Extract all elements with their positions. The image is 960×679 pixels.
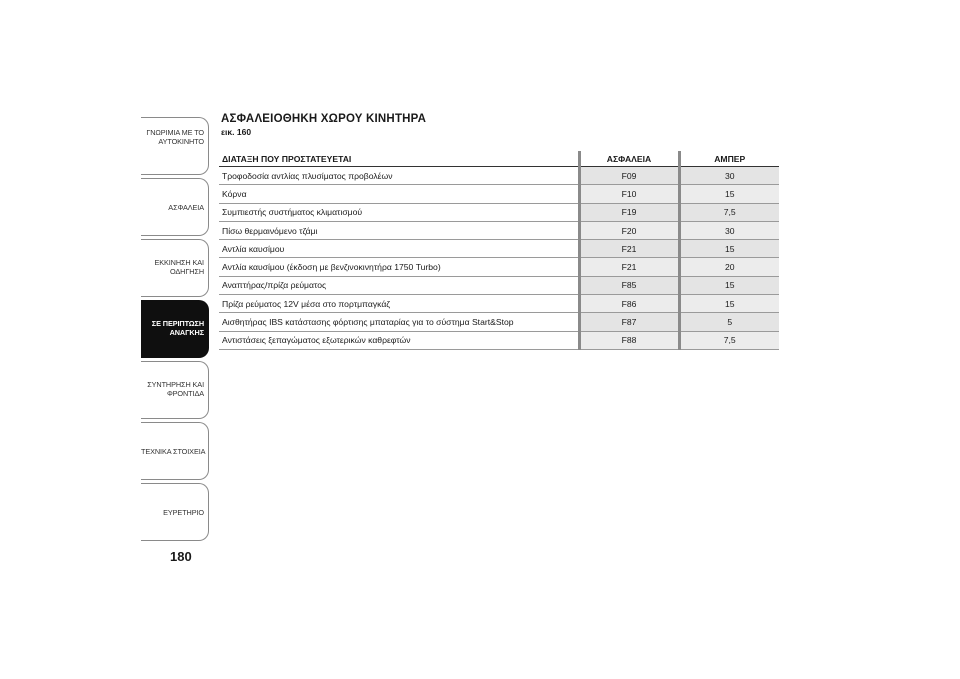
fuse-cell: F10 [579,185,679,203]
tab-label: ΦΡΟΝΤΙΔΑ [166,389,204,398]
header-amperes: ΑΜΠΕΡ [679,151,779,167]
amp-cell: 20 [679,258,779,276]
fuse-cell: F21 [579,240,679,258]
fuse-cell: F20 [579,221,679,239]
chapter-tabs [141,117,211,544]
table-row [219,331,779,349]
table-row [219,203,779,221]
amp-cell: 15 [679,240,779,258]
fuse-cell: F87 [579,313,679,331]
fuse-cell: F09 [579,167,679,185]
device-cell: Πρίζα ρεύματος 12V μέσα στο πορτμπαγκάζ [219,295,579,313]
table-row [219,221,779,239]
fuse-cell: F85 [579,276,679,294]
device-cell: Αισθητήρας IBS κατάστασης φόρτισης μπαταρίας για το σύστημα Start&Stop [219,313,579,331]
tab-label: ΣΥΝΤΗΡΗΣΗ ΚΑΙ [147,380,204,389]
table-row [219,276,779,294]
table-header-row [219,151,779,167]
device-cell: Αναπτήρας/πρίζα ρεύματος [219,276,579,294]
tab-technical-data[interactable] [141,422,209,480]
tab-getting-to-know-car[interactable] [141,117,209,175]
figure-reference: εικ. 160 [221,127,252,137]
tab-label: ΤΕΧΝΙΚΑ ΣΤΟΙΧΕΙΑ [141,447,206,456]
header-fuse: ΑΣΦΑΛΕΙΑ [579,151,679,167]
tab-maintenance-and-care[interactable] [141,361,209,419]
tab-safety[interactable] [141,178,209,236]
device-cell: Τροφοδοσία αντλίας πλυσίματος προβολέων [219,167,579,185]
fuse-table [219,151,779,350]
table-row [219,240,779,258]
device-cell: Αντλία καυσίμου [219,240,579,258]
table-row [219,167,779,185]
device-cell: Αντιστάσεις ξεπαγώματος εξωτερικών καθρεφτών [219,331,579,349]
table-row [219,258,779,276]
amp-cell: 7,5 [679,331,779,349]
amp-cell: 7,5 [679,203,779,221]
tab-label: ΑΥΤΟΚΙΝΗΤΟ [158,137,204,146]
amp-cell: 30 [679,221,779,239]
table-row [219,295,779,313]
device-cell: Κόρνα [219,185,579,203]
fuse-cell: F86 [579,295,679,313]
device-cell: Αντλία καυσίμου (έκδοση με βενζινοκινητήρα 1750 Turbo) [219,258,579,276]
fuse-cell: F88 [579,331,679,349]
header-protected-device: ΔΙΑΤΑΞΗ ΠΟΥ ΠΡΟΣΤΑΤΕΥΕΤΑΙ [219,151,579,167]
page-title: ΑΣΦΑΛΕΙΟΘΗΚΗ ΧΩΡΟΥ ΚΙΝΗΤΗΡΑ [221,113,427,125]
fuse-cell: F21 [579,258,679,276]
tab-label: ΑΝΑΓΚΗΣ [169,328,204,337]
tab-label: ΓΝΩΡΙΜΙΑ ΜΕ ΤΟ [146,128,204,137]
page-number: 180 [170,549,192,564]
tab-label: ΟΔΗΓΗΣΗ [169,267,204,276]
tab-in-emergency[interactable] [141,300,209,358]
device-cell: Πίσω θερμαινόμενο τζάμι [219,221,579,239]
tab-label: ΕΥΡΕΤΗΡΙΟ [163,508,204,517]
table-row [219,313,779,331]
amp-cell: 15 [679,276,779,294]
tab-starting-and-driving[interactable] [141,239,209,297]
tab-label: ΑΣΦΑΛΕΙΑ [168,203,204,212]
fuse-cell: F19 [579,203,679,221]
amp-cell: 30 [679,167,779,185]
table-row [219,185,779,203]
amp-cell: 15 [679,295,779,313]
amp-cell: 15 [679,185,779,203]
tab-index[interactable] [141,483,209,541]
device-cell: Συμπιεστής συστήματος κλιματισμού [219,203,579,221]
amp-cell: 5 [679,313,779,331]
tab-label: ΣΕ ΠΕΡΙΠΤΩΣΗ [151,319,204,328]
tab-label: ΕΚΚΙΝΗΣΗ ΚΑΙ [154,258,204,267]
